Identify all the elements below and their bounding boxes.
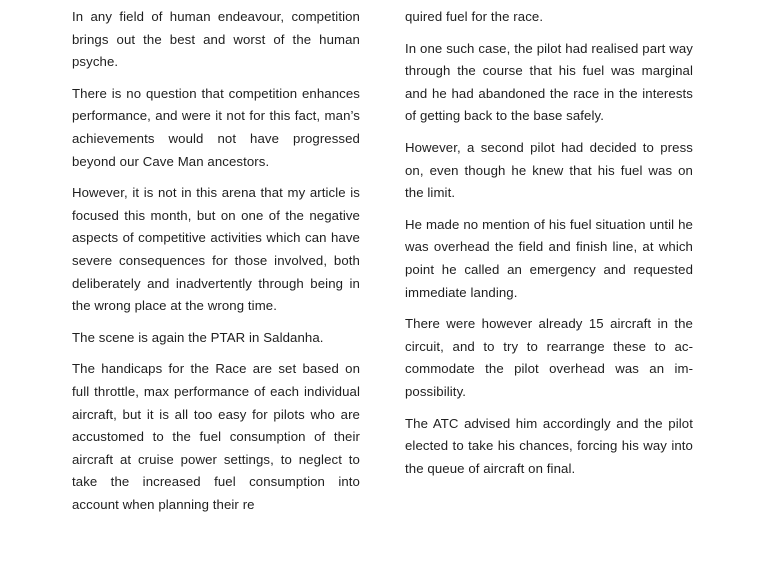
paragraph: In one such case, the pilot had realised part way through the course that his fuel was marginal and he had abandoned the race in the interests of getting back to the base safely.: [405, 40, 693, 124]
left-column: [72, 6, 360, 525]
paragraph: He made no mention of his fuel situation until he was overhead the field and finish line, at which point he called an emergency and requested immediate landing.: [405, 216, 693, 300]
paragraph: There were however already 15 aircraft in the circuit, and to try to rearrange these to accommodate the pilot overhead was an impossibility.: [405, 316, 693, 399]
paragraph: However, a second pilot had decided to press on, even though he knew that his fuel was on the limit.: [405, 139, 693, 201]
paragraph: The scene is again the PTAR in Saldanha.: [72, 329, 324, 345]
paragraph: However, it is not in this arena that my article is focused this month, but on one of the negative aspects of competitive activities which can have severe consequences for those involved, both deliberately and inadvertently through being in the wrong place at the wrong time.: [72, 185, 360, 314]
right-column: [405, 6, 693, 489]
paragraph: quired fuel for the race.: [405, 9, 544, 24]
paragraph: In any field of human endeavour, competition brings out the best and worst of the human psyche.: [72, 9, 360, 70]
paragraph: The handicaps for the Race are set based on full throttle, max performance of each individual aircraft, but it is all too easy for pilots who are accustomed to the fuel consumption of their aircraft at cruise power settings, to neglect to take the increased fuel consumption into account when planning their re: [72, 361, 360, 512]
paragraph: The ATC advised him accordingly and the pilot elected to take his chances, forcing his way into the queue of aircraft on final.: [405, 415, 693, 476]
paragraph: There is no question that competition enhances performance, and were it not for this fact, man’s achievements would not have progressed beyond our Cave Man ancestors.: [72, 85, 360, 169]
